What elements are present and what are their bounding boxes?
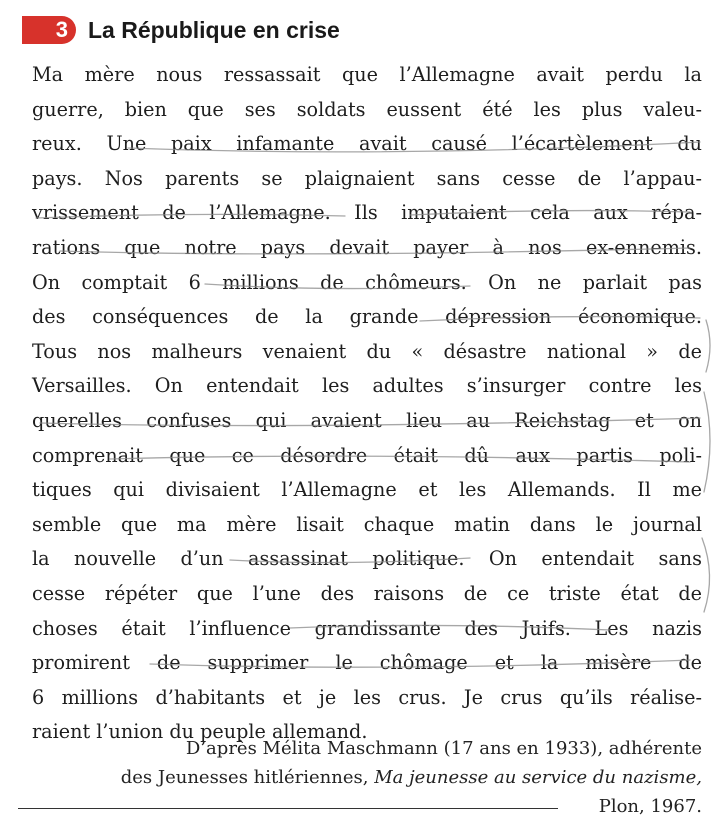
text-line: choses était l’influence grandissante des Juifs. Les nazis xyxy=(32,616,702,640)
text-line: comprenait que ce désordre était dû aux partis poli- xyxy=(32,443,702,467)
text-line: la nouvelle d’un assassinat politique. On entendait sans xyxy=(32,547,702,571)
margin-bracket xyxy=(702,538,710,612)
text-line: pays. Nos parents se plaignaient sans cesse de l’appau- xyxy=(32,166,702,190)
section-header xyxy=(0,14,719,48)
margin-bracket xyxy=(704,392,710,492)
text-line: 6 millions d’habitants et je les crus. Je crus qu’ils réalise- xyxy=(32,685,702,709)
footer-rule xyxy=(18,808,558,809)
text-line: cesse répéter que l’une des raisons de ce triste état de xyxy=(32,581,702,605)
document-text xyxy=(32,58,702,750)
text-line: vrissement de l’Allemagne. Ils imputaient cela aux répa- xyxy=(32,201,702,225)
text-line: promirent de supprimer le chômage et la misère de xyxy=(32,651,702,675)
text-line: Versailles. On entendait les adultes s’insurger contre les xyxy=(32,374,702,398)
section-title: La République en crise xyxy=(88,17,340,43)
citation-prefix: des Jeunesses hitlériennes, xyxy=(120,767,375,788)
text-line: reux. Une paix infamante avait causé l’écartèlement du xyxy=(32,132,702,156)
text-line: rations que notre pays devait payer à nos ex-ennemis. xyxy=(32,235,702,259)
section-number-badge xyxy=(22,16,76,44)
margin-bracket xyxy=(706,320,710,372)
text-line: querelles confuses qui avaient lieu au Reichstag et on xyxy=(32,408,702,432)
section-number: 3 xyxy=(55,17,68,42)
citation-book-title: Ma jeunesse au service du nazisme, xyxy=(374,767,702,788)
citation-line-3: Plon, 1967. xyxy=(598,796,702,817)
text-line: semble que ma mère lisait chaque matin dans le journal xyxy=(32,512,702,536)
citation-line-1: D’après Mélita Maschmann (17 ans en 1933), adhérente xyxy=(185,738,702,759)
text-line: Ma mère nous ressassait que l’Allemagne avait perdu la xyxy=(32,63,702,86)
text-line: tiques qui divisaient l’Allemagne et les Allemands. Il me xyxy=(32,478,702,502)
text-line: Tous nos malheurs venaient du « désastre national » de xyxy=(32,339,702,363)
text-line: On comptait 6 millions de chômeurs. On ne parlait pas xyxy=(32,270,702,294)
text-line: raient l’union du peuple allemand. xyxy=(32,720,368,744)
text-line: des conséquences de la grande dépression économique. xyxy=(32,305,702,329)
citation-line-2 xyxy=(32,763,702,792)
text-line: guerre, bien que ses soldats eussent été les plus valeu- xyxy=(32,97,702,121)
